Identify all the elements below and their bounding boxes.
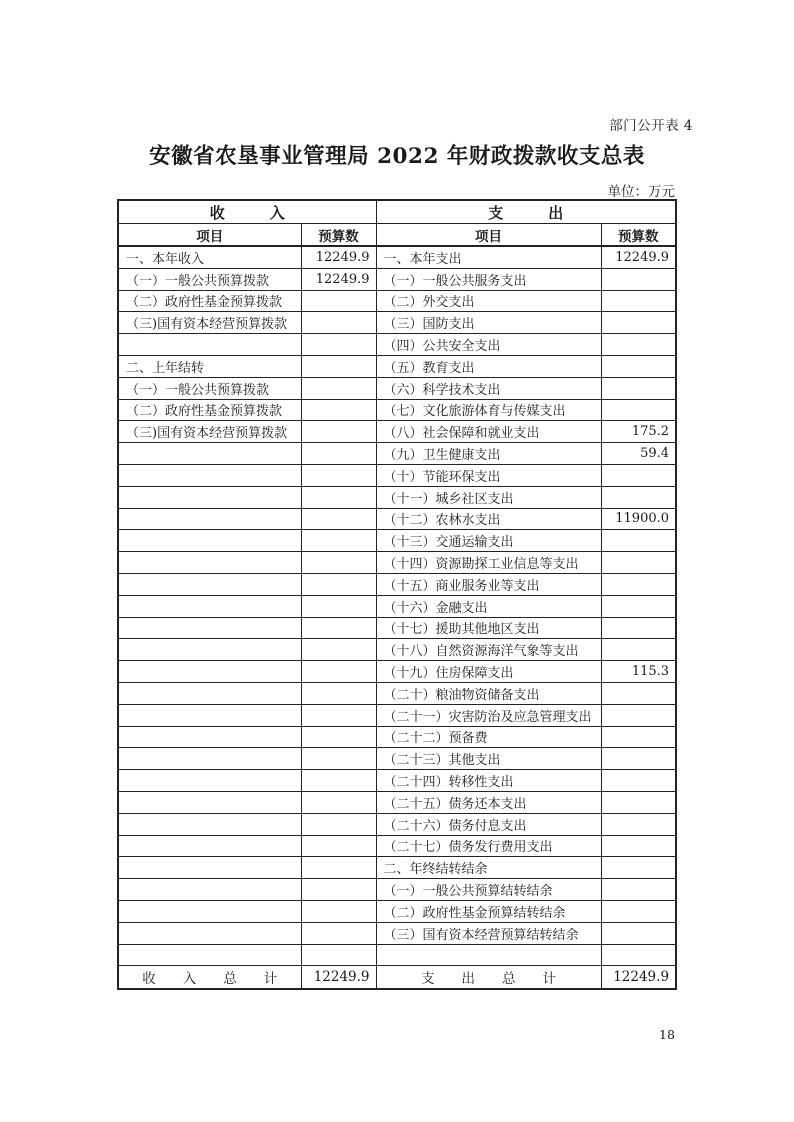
expense-item-cell: （二十）粮油物资储备支出 xyxy=(376,682,601,704)
table-row xyxy=(118,552,676,574)
expense-budget-cell xyxy=(601,530,676,552)
expense-budget-cell xyxy=(601,377,676,399)
expense-item-cell: （五）教育支出 xyxy=(376,355,601,377)
expense-item-cell: （二十七）债务发行费用支出 xyxy=(376,835,601,857)
income-item-cell: （三)国有资本经营预算拨款 xyxy=(118,421,301,443)
income-budget-cell xyxy=(301,573,376,595)
income-item-cell: （三)国有资本经营预算拨款 xyxy=(118,312,301,334)
expense-item-cell: （二）外交支出 xyxy=(376,290,601,312)
expense-budget-cell xyxy=(601,464,676,486)
income-item-cell xyxy=(118,900,301,922)
income-item-cell xyxy=(118,661,301,683)
expense-item-cell: （二十二）预备费 xyxy=(376,726,601,748)
table-row xyxy=(118,355,676,377)
expense-budget-cell xyxy=(601,770,676,792)
table-row xyxy=(118,900,676,922)
expense-budget-cell xyxy=(601,595,676,617)
expense-budget-cell: 175.2 xyxy=(601,421,676,443)
expense-budget-cell xyxy=(601,573,676,595)
expense-budget-cell: 59.4 xyxy=(601,443,676,465)
income-budget-cell xyxy=(301,726,376,748)
expense-budget-cell xyxy=(601,900,676,922)
income-budget-cell xyxy=(301,377,376,399)
expense-budget-cell xyxy=(601,290,676,312)
income-item-cell xyxy=(118,595,301,617)
income-budget-cell: 12249.9 xyxy=(301,246,376,268)
form-number-label: 部门公开表 4 xyxy=(609,118,693,134)
unit-note: 单位：万元 xyxy=(607,184,675,200)
expense-item-cell: （三）国有资本经营预算结转结余 xyxy=(376,922,601,944)
expense-budget-cell xyxy=(601,835,676,857)
table-row xyxy=(118,791,676,813)
income-item-cell xyxy=(118,770,301,792)
expense-budget-cell xyxy=(601,748,676,770)
table-row xyxy=(118,312,676,334)
expense-budget-cell xyxy=(601,726,676,748)
income-budget-cell: 12249.9 xyxy=(301,268,376,290)
income-budget-cell xyxy=(301,639,376,661)
income-item-cell xyxy=(118,726,301,748)
income-budget-header: 预算数 xyxy=(301,224,376,247)
table-row xyxy=(118,595,676,617)
page-title: 安徽省农垦事业管理局 2022 年财政拨款收支总表 xyxy=(149,144,645,169)
income-item-cell xyxy=(118,791,301,813)
income-item-cell xyxy=(118,464,301,486)
income-item-cell xyxy=(118,835,301,857)
income-budget-cell xyxy=(301,704,376,726)
income-item-header: 项目 xyxy=(118,224,301,247)
income-budget-cell xyxy=(301,312,376,334)
expense-item-cell: （二十三）其他支出 xyxy=(376,748,601,770)
table-row xyxy=(118,530,676,552)
table-row xyxy=(118,573,676,595)
income-budget-cell xyxy=(301,355,376,377)
income-budget-cell xyxy=(301,900,376,922)
income-item-cell xyxy=(118,813,301,835)
income-budget-cell xyxy=(301,552,376,574)
expense-item-cell: （十八）自然资源海洋气象等支出 xyxy=(376,639,601,661)
income-budget-cell xyxy=(301,791,376,813)
table-row xyxy=(118,857,676,879)
table-row xyxy=(118,726,676,748)
table-row xyxy=(118,486,676,508)
expense-item-cell: （十五）商业服务业等支出 xyxy=(376,573,601,595)
income-total-value: 12249.9 xyxy=(301,966,376,990)
income-item-cell xyxy=(118,857,301,879)
income-item-cell: （二）政府性基金预算拨款 xyxy=(118,290,301,312)
expense-item-cell: （十六）金融支出 xyxy=(376,595,601,617)
expense-item-cell: （二十六）债务付息支出 xyxy=(376,813,601,835)
income-item-cell: 一、本年收入 xyxy=(118,246,301,268)
table-row xyxy=(118,268,676,290)
income-item-cell: （二）政府性基金预算拨款 xyxy=(118,399,301,421)
expense-item-cell: （二）政府性基金预算结转结余 xyxy=(376,900,601,922)
section-header-row xyxy=(118,200,676,224)
table-row xyxy=(118,813,676,835)
expense-budget-header: 预算数 xyxy=(601,224,676,247)
income-item-cell xyxy=(118,617,301,639)
expense-total-label: 支 出 总 计 xyxy=(376,966,601,990)
expense-budget-cell xyxy=(601,791,676,813)
expense-budget-cell xyxy=(601,639,676,661)
income-item-cell: （一）一般公共预算拨款 xyxy=(118,268,301,290)
table-row xyxy=(118,944,676,966)
income-budget-cell xyxy=(301,486,376,508)
income-item-cell xyxy=(118,334,301,356)
table-row xyxy=(118,879,676,901)
income-budget-cell xyxy=(301,835,376,857)
income-budget-cell xyxy=(301,464,376,486)
expense-item-cell: （七）文化旅游体育与传媒支出 xyxy=(376,399,601,421)
income-budget-cell xyxy=(301,682,376,704)
expense-budget-cell xyxy=(601,879,676,901)
income-budget-cell xyxy=(301,443,376,465)
expense-budget-cell xyxy=(601,857,676,879)
income-budget-cell xyxy=(301,813,376,835)
income-item-cell xyxy=(118,879,301,901)
income-section-header: 收 入 xyxy=(118,200,376,224)
expense-item-cell: （十三）交通运输支出 xyxy=(376,530,601,552)
table-body xyxy=(118,246,676,966)
expense-budget-cell: 11900.0 xyxy=(601,508,676,530)
expense-budget-cell xyxy=(601,704,676,726)
expense-budget-cell xyxy=(601,312,676,334)
expense-item-cell: （十）节能环保支出 xyxy=(376,464,601,486)
expense-item-cell: （十七）援助其他地区支出 xyxy=(376,617,601,639)
table-row xyxy=(118,464,676,486)
income-item-cell xyxy=(118,922,301,944)
income-budget-cell xyxy=(301,857,376,879)
income-item-cell xyxy=(118,944,301,966)
budget-table xyxy=(117,199,677,990)
expense-item-cell: （十二）农林水支出 xyxy=(376,508,601,530)
table-row xyxy=(118,508,676,530)
expense-item-header: 项目 xyxy=(376,224,601,247)
expense-budget-cell xyxy=(601,268,676,290)
income-budget-cell xyxy=(301,922,376,944)
income-budget-cell xyxy=(301,879,376,901)
expense-item-cell: 二、年终结转结余 xyxy=(376,857,601,879)
table-row xyxy=(118,770,676,792)
table-row xyxy=(118,748,676,770)
expense-item-cell: （八）社会保障和就业支出 xyxy=(376,421,601,443)
expense-item-cell: （六）科学技术支出 xyxy=(376,377,601,399)
income-budget-cell xyxy=(301,661,376,683)
income-budget-cell xyxy=(301,290,376,312)
expense-item-cell xyxy=(376,944,601,966)
expense-item-cell: 一、本年支出 xyxy=(376,246,601,268)
expense-item-cell: （三）国防支出 xyxy=(376,312,601,334)
income-budget-cell xyxy=(301,421,376,443)
expense-item-cell: （二十四）转移性支出 xyxy=(376,770,601,792)
income-item-cell xyxy=(118,682,301,704)
table-row xyxy=(118,704,676,726)
table-row xyxy=(118,421,676,443)
income-item-cell xyxy=(118,639,301,661)
income-budget-cell xyxy=(301,530,376,552)
income-item-cell xyxy=(118,573,301,595)
income-item-cell xyxy=(118,530,301,552)
expense-section-header: 支 出 xyxy=(376,200,676,224)
table-row xyxy=(118,246,676,268)
income-budget-cell xyxy=(301,944,376,966)
expense-budget-cell xyxy=(601,552,676,574)
expense-budget-cell xyxy=(601,399,676,421)
table-row xyxy=(118,922,676,944)
table-row xyxy=(118,835,676,857)
income-item-cell xyxy=(118,486,301,508)
income-item-cell: 二、上年结转 xyxy=(118,355,301,377)
table-row xyxy=(118,290,676,312)
table-row xyxy=(118,617,676,639)
expense-item-cell: （四）公共安全支出 xyxy=(376,334,601,356)
expense-item-cell: （十一）城乡社区支出 xyxy=(376,486,601,508)
income-budget-cell xyxy=(301,334,376,356)
expense-item-cell: （二十五）债务还本支出 xyxy=(376,791,601,813)
income-budget-cell xyxy=(301,770,376,792)
expense-budget-cell: 115.3 xyxy=(601,661,676,683)
expense-item-cell: （一）一般公共服务支出 xyxy=(376,268,601,290)
income-budget-cell xyxy=(301,508,376,530)
table-row xyxy=(118,682,676,704)
expense-budget-cell xyxy=(601,617,676,639)
income-item-cell xyxy=(118,748,301,770)
expense-budget-cell xyxy=(601,682,676,704)
income-item-cell xyxy=(118,704,301,726)
expense-item-cell: （九）卫生健康支出 xyxy=(376,443,601,465)
income-item-cell xyxy=(118,552,301,574)
expense-budget-cell xyxy=(601,813,676,835)
expense-item-cell: （十四）资源勘探工业信息等支出 xyxy=(376,552,601,574)
income-budget-cell xyxy=(301,617,376,639)
income-total-label: 收 入 总 计 xyxy=(118,966,301,990)
expense-total-value: 12249.9 xyxy=(601,966,676,990)
table-row xyxy=(118,377,676,399)
expense-item-cell: （十九）住房保障支出 xyxy=(376,661,601,683)
income-item-cell xyxy=(118,443,301,465)
page-number: 18 xyxy=(659,1027,675,1042)
table-row xyxy=(118,399,676,421)
income-budget-cell xyxy=(301,748,376,770)
expense-budget-cell: 12249.9 xyxy=(601,246,676,268)
table-row xyxy=(118,443,676,465)
expense-budget-cell xyxy=(601,922,676,944)
expense-budget-cell xyxy=(601,355,676,377)
table-row xyxy=(118,639,676,661)
expense-budget-cell xyxy=(601,334,676,356)
expense-item-cell: （一）一般公共预算结转结余 xyxy=(376,879,601,901)
expense-budget-cell xyxy=(601,486,676,508)
table-row xyxy=(118,661,676,683)
income-budget-cell xyxy=(301,399,376,421)
table-row xyxy=(118,334,676,356)
income-budget-cell xyxy=(301,595,376,617)
expense-item-cell: （二十一）灾害防治及应急管理支出 xyxy=(376,704,601,726)
income-item-cell: （一）一般公共预算拨款 xyxy=(118,377,301,399)
expense-budget-cell xyxy=(601,944,676,966)
column-header-row xyxy=(118,224,676,247)
income-item-cell xyxy=(118,508,301,530)
total-row xyxy=(118,966,676,990)
